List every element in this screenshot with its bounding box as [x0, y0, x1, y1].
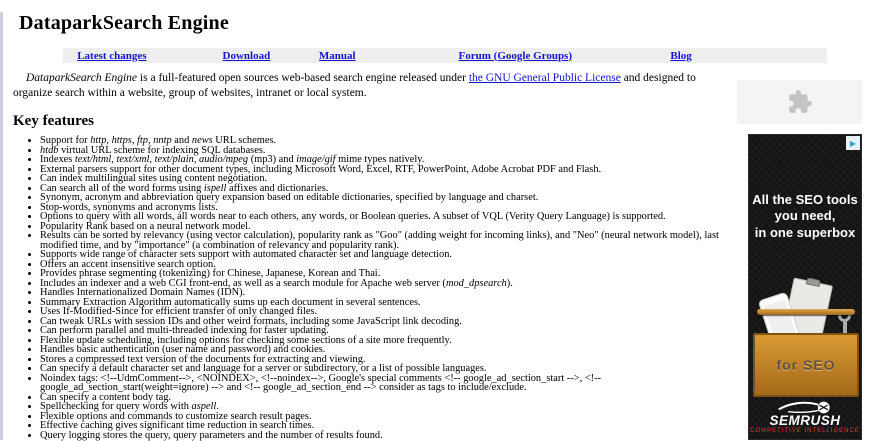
feature-item: • Support for http, https, ftp, nntp and news URL schemes. [40, 136, 735, 146]
blocked-plugin-placeholder[interactable] [737, 80, 862, 124]
nav-link-blog[interactable]: Blog [670, 49, 692, 62]
feature-item: • Popularity Rank based on a neural network model. [40, 222, 735, 232]
intro-text-before-link: is a full-featured open sources web-based search engine released under [137, 72, 469, 84]
ad-headline [749, 192, 861, 241]
toolbox-label: for SEO [776, 357, 836, 373]
toolbox-body [753, 333, 859, 397]
window-left-edge [0, 12, 3, 440]
feature-item: • Stop-words, synonyms and acronyms lists. [40, 203, 735, 213]
feature-item: • Handles basic authentication (user name and password) and cookies. [40, 345, 735, 355]
semrush-tagline: COMPETITIVE INTELLIGENCE [750, 428, 860, 434]
puzzle-piece-icon [787, 89, 813, 115]
clipboard-clip [806, 277, 821, 287]
feature-item: • Supports wide range of character sets support with automated character set and language detection. [40, 250, 735, 260]
feature-item: • Can search all of the word forms using ispell affixes and dictionaries. [40, 184, 735, 194]
feature-item: • Uses If-Modified-Since for efficient transfer of only changed files. [40, 307, 735, 317]
nav-bar [63, 48, 827, 63]
feature-item: • External parsers support for other document types, including Microsoft Word, Excel, RTF, PowerPoint, Adobe Acrobat PDF and Flash. [40, 165, 735, 175]
feature-item: • Can specify a default character set and language for a server or subdirectory, or a list of possible languages. [40, 364, 735, 374]
semrush-logo [749, 400, 861, 435]
nav-link-latest-changes[interactable]: Latest changes [77, 49, 147, 62]
ad-headline-line: you need, [774, 208, 836, 224]
semrush-ad-banner[interactable] [748, 134, 862, 440]
feature-item: • Handles Internationalized Domain Names (IDN). [40, 288, 735, 298]
feature-item: • Synonym, acronym and abbreviation query expansion based on editable dictionaries, specified by language and charset. [40, 193, 735, 203]
feature-item: • Results can be sorted by relevancy (using vector calculation), popularity rank as "Goo" (adding weight for incoming links), and "Neo" (neural network model), last modified time, and by "importance" (a combination of relevancy and popularity rank). [40, 231, 735, 250]
key-features-heading: Key features [13, 113, 94, 130]
ad-headline-line: All the SEO tools [752, 192, 858, 207]
feature-item: • Flexible options and commands to customize search result pages. [40, 412, 735, 422]
feature-item: • Spellchecking for query words with aspell. [40, 402, 735, 412]
feature-item: • Can specify a content body tag. [40, 393, 735, 403]
feature-item: • Can perform parallel and multi-threaded indexing for faster updating. [40, 326, 735, 336]
feature-item: • Effective caching gives significant time reduction in search times. [40, 421, 735, 431]
feature-item: • Noindex tags: <!--UdmComment-->, <NOINDEX>, <!--noindex-->, Google's special comments <!-- google_ad_section_start -->, <!-- google_ad_section_start(weight=ignore) --> and <!-- google_ad_section_end --> consider as tags to include/exclude. [40, 374, 735, 393]
feature-item: • Offers an accent insensitive search option. [40, 260, 735, 270]
feature-item: • Query logging stores the query, query parameters and the number of results found. [40, 431, 735, 441]
feature-item: • Options to query with all words, all words near to each others, any words, or Boolean queries. A subset of VQL (Verity Query Language) is supported. [40, 212, 735, 222]
toolbox-illustration [753, 287, 859, 403]
semrush-brand-name: SEMRUSH [769, 412, 841, 428]
gnu-license-link[interactable]: the GNU General Public License [468, 72, 621, 84]
nav-link-manual[interactable]: Manual [318, 49, 356, 62]
feature-item: • Includes an indexer and a web CGI front-end, as well as a search module for Apache web server (mod_dpsearch). [40, 279, 735, 289]
page-title: DataparkSearch Engine [19, 12, 229, 34]
feature-item: • Can index multilingual sites using content negotiation. [40, 174, 735, 184]
toolbox-handle [757, 309, 855, 315]
intro-paragraph [13, 71, 735, 101]
feature-item: • Indexes text/html, text/xml, text/plain, audio/mpeg (mp3) and image/gif mime types natively. [40, 155, 735, 165]
feature-item: • Flexible update scheduling, including options for checking some sections of a site more frequently. [40, 336, 735, 346]
feature-item: • htdb virtual URL scheme for indexing SQL databases. [40, 146, 735, 156]
feature-item: • Can tweak URLs with session IDs and other weird formats, including some JavaScript link decoding. [40, 317, 735, 327]
intro-lead: DataparkSearch Engine [26, 72, 138, 84]
feature-item: • Summary Extraction Algorithm automatically sums up each document in several sentences. [40, 298, 735, 308]
feature-item: • Provides phrase segmenting (tokenizing) for Chinese, Japanese, Korean and Thai. [40, 269, 735, 279]
intro-text-after-link: and designed to organize search within a website, group of websites, intranet or local system. [13, 72, 696, 100]
nav-link-forum[interactable]: Forum (Google Groups) [458, 49, 573, 62]
features-list [13, 136, 735, 440]
adchoices-triangle-glyph: ▶ [849, 138, 857, 148]
ad-headline-line: in one superbox [754, 224, 856, 240]
key-stem [843, 321, 847, 333]
feature-item: • Stores a compressed text version of the documents for extracting and viewing. [40, 355, 735, 365]
adchoices-icon[interactable] [846, 136, 860, 150]
nav-link-download[interactable]: Download [222, 49, 271, 62]
